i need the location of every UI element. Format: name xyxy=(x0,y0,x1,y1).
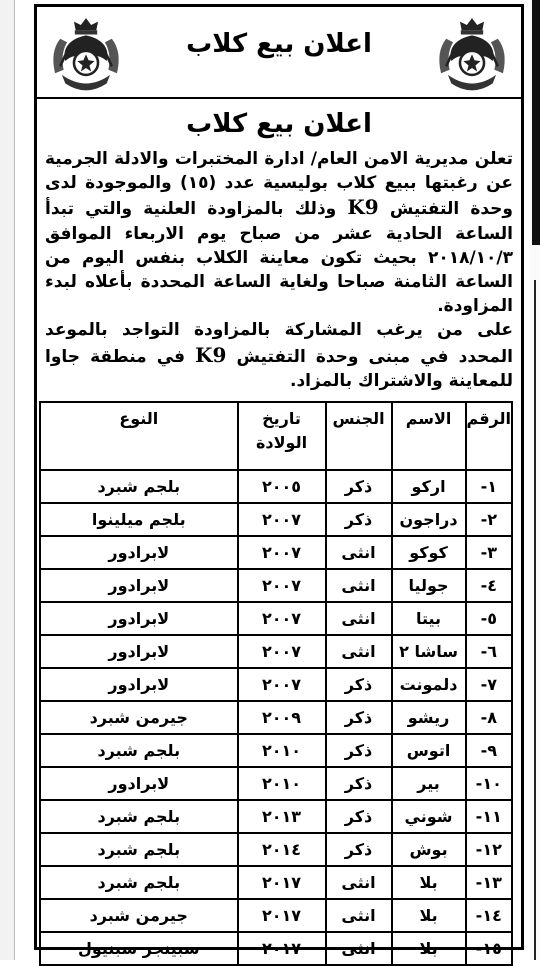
table-header-row xyxy=(40,402,512,470)
cell-sex: ذكر xyxy=(326,668,392,701)
header-number: الرقم xyxy=(466,402,512,470)
cell-name: بلا xyxy=(392,899,466,932)
cell-birth: ٢٠١٤ xyxy=(238,833,326,866)
cell-number: ٨- xyxy=(466,701,512,734)
cell-number: ٢- xyxy=(466,503,512,536)
table-row xyxy=(40,899,512,932)
advertisement-box xyxy=(34,4,524,959)
cell-sex: ذكر xyxy=(326,503,392,536)
cell-number: ٩- xyxy=(466,734,512,767)
cell-name: دلمونت xyxy=(392,668,466,701)
cell-breed: جيرمن شبرد xyxy=(40,701,238,734)
cell-name: شوني xyxy=(392,800,466,833)
table-row xyxy=(40,569,512,602)
cell-breed: لابرادور xyxy=(40,767,238,800)
cell-number: ١٢- xyxy=(466,833,512,866)
page-edge-left xyxy=(0,0,15,960)
adjacent-column-rule xyxy=(534,280,536,960)
cell-name: بلا xyxy=(392,866,466,899)
cell-sex: ذكر xyxy=(326,701,392,734)
header-divider xyxy=(37,97,521,99)
table-row xyxy=(40,668,512,701)
table-row xyxy=(40,833,512,866)
cell-sex: انثى xyxy=(326,866,392,899)
page-edge-right xyxy=(530,0,540,960)
header-birth: تاريخ الولادة xyxy=(238,402,326,470)
cell-breed: بلجم شبرد xyxy=(40,800,238,833)
dogs-table xyxy=(39,401,513,966)
k9-label: K9 xyxy=(347,195,379,220)
cell-number: ١٣- xyxy=(466,866,512,899)
header-sex: الجنس xyxy=(326,402,392,470)
cell-birth: ٢٠١٧ xyxy=(238,932,326,965)
ad-subtitle: اعلان بيع كلاب xyxy=(186,109,372,139)
cell-name: كوكو xyxy=(392,536,466,569)
cell-birth: ٢٠١٧ xyxy=(238,899,326,932)
cell-birth: ٢٠١٠ xyxy=(238,734,326,767)
cell-number: ٧- xyxy=(466,668,512,701)
cell-number: ١٥- xyxy=(466,932,512,965)
cell-sex: انثى xyxy=(326,536,392,569)
cell-name: اركو xyxy=(392,470,466,503)
emblem-left-graphic xyxy=(43,13,129,99)
header-name: الاسم xyxy=(392,402,466,470)
cell-name: بلا xyxy=(392,932,466,965)
cell-sex: انثى xyxy=(326,569,392,602)
cell-name: ريشو xyxy=(392,701,466,734)
header-title: اعلان بيع كلاب xyxy=(186,29,372,59)
cell-sex: انثى xyxy=(326,899,392,932)
cell-name: اتوس xyxy=(392,734,466,767)
table-row xyxy=(40,536,512,569)
header-breed: النوع xyxy=(40,402,238,470)
cell-number: ٣- xyxy=(466,536,512,569)
table-row xyxy=(40,767,512,800)
cell-breed: بلجم شبرد xyxy=(40,734,238,767)
table-body xyxy=(40,470,512,965)
cell-number: ١- xyxy=(466,470,512,503)
ad-content xyxy=(45,107,513,966)
table-row xyxy=(40,932,512,965)
cell-breed: لابرادور xyxy=(40,569,238,602)
cell-breed: سبينجر سبنيول xyxy=(40,932,238,965)
cell-name: جوليا xyxy=(392,569,466,602)
cell-birth: ٢٠٠٧ xyxy=(238,668,326,701)
cell-sex: انثى xyxy=(326,602,392,635)
cell-breed: بلجم ميلينوا xyxy=(40,503,238,536)
table-row xyxy=(40,800,512,833)
paragraph1-part-a: تعلن مديرية الامن العام/ ادارة المختبرات والادلة الجرمية عن رغبتها ببيع كلاب بوليسية عدد (١٥) والموجودة لدى وحدة التفتيش xyxy=(45,149,513,220)
cell-number: ٥- xyxy=(466,602,512,635)
paragraph1-part-b: وذلك بالمزاودة العلنية والتي تبدأ الساعة الحادية عشر من صباح يوم الاربعاء الموافق ٢٠١٨/١٠/٣ بحيث تكون معاينة الكلاب بنفس اليوم من الساعة الثامنة صباحا ولغاية الساعة المحددة بأعلاه لبدء المزاودة. xyxy=(45,199,513,317)
emblem-icon xyxy=(43,13,129,99)
cell-birth: ٢٠١٣ xyxy=(238,800,326,833)
cell-sex: ذكر xyxy=(326,734,392,767)
cell-sex: ذكر xyxy=(326,800,392,833)
cell-breed: لابرادور xyxy=(40,536,238,569)
cell-birth: ٢٠٠٧ xyxy=(238,569,326,602)
cell-breed: بلجم شبرد xyxy=(40,470,238,503)
cell-sex: ذكر xyxy=(326,833,392,866)
cell-name: بوش xyxy=(392,833,466,866)
cell-birth: ٢٠٠٧ xyxy=(238,536,326,569)
cell-breed: لابرادور xyxy=(40,668,238,701)
cell-sex: ذكر xyxy=(326,767,392,800)
cell-birth: ٢٠٠٧ xyxy=(238,602,326,635)
table-row xyxy=(40,470,512,503)
table-row xyxy=(40,503,512,536)
emblem-right-graphic xyxy=(429,13,515,99)
cell-birth: ٢٠٠٧ xyxy=(238,503,326,536)
cell-breed: بلجم شبرد xyxy=(40,866,238,899)
table-row xyxy=(40,734,512,767)
cell-name: ساشا ٢ xyxy=(392,635,466,668)
table-row xyxy=(40,701,512,734)
cell-breed: لابرادور xyxy=(40,602,238,635)
cell-birth: ٢٠٠٩ xyxy=(238,701,326,734)
cell-number: ٤- xyxy=(466,569,512,602)
cell-number: ١٠- xyxy=(466,767,512,800)
cell-number: ١٤- xyxy=(466,899,512,932)
cell-breed: جيرمن شبرد xyxy=(40,899,238,932)
participation-paragraph xyxy=(45,318,513,393)
cell-name: بيتا xyxy=(392,602,466,635)
cell-number: ١١- xyxy=(466,800,512,833)
paragraph2-part-b: في منطقة جاوا للمعاينة والاشتراك بالمزاد. xyxy=(45,346,513,391)
cell-sex: انثى xyxy=(326,635,392,668)
cell-breed: لابرادور xyxy=(40,635,238,668)
cell-sex: ذكر xyxy=(326,470,392,503)
table-row xyxy=(40,602,512,635)
cell-birth: ٢٠٠٥ xyxy=(238,470,326,503)
k9-label: K9 xyxy=(195,342,227,367)
announcement-paragraph xyxy=(45,147,513,318)
cell-birth: ٢٠٠٧ xyxy=(238,635,326,668)
emblem-icon xyxy=(429,13,515,99)
cell-birth: ٢٠١٧ xyxy=(238,866,326,899)
adjacent-ad-dark-strip xyxy=(532,0,540,245)
paragraph2-part-a: على من يرغب المشاركة بالمزاودة التواجد بالموعد المحدد في مبنى وحدة التفتيش xyxy=(45,320,514,367)
table-row xyxy=(40,635,512,668)
cell-breed: بلجم شبرد xyxy=(40,833,238,866)
cell-name: بير xyxy=(392,767,466,800)
cell-name: دراجون xyxy=(392,503,466,536)
cell-birth: ٢٠١٠ xyxy=(238,767,326,800)
table-row xyxy=(40,866,512,899)
cell-number: ٦- xyxy=(466,635,512,668)
cell-sex: انثى xyxy=(326,932,392,965)
